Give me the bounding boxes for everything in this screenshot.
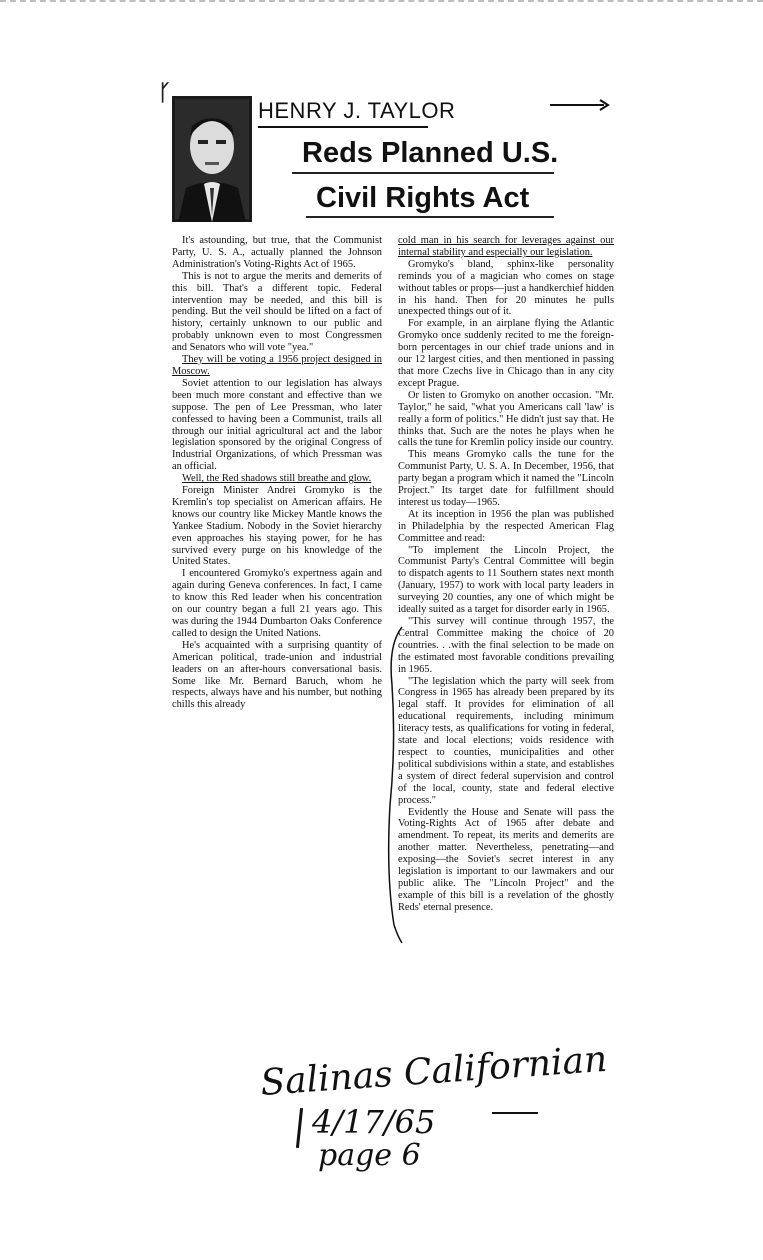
handwritten-date: 4/17/65	[312, 1103, 436, 1141]
author-portrait	[172, 96, 252, 222]
page-top-edge	[0, 0, 763, 2]
paragraph: cold man in his search for leverages against our internal stability and especially our legislation.	[398, 235, 614, 258]
paragraph: It's astounding, but true, that the Communist Party, U. S. A., actually planned the Johnson Administration's Voting-Rights Act of 1965.	[172, 235, 382, 270]
article-column-1	[172, 235, 382, 711]
paragraph: At its inception in 1956 the plan was published in Philadelphia by the respected American Flag Committee and read:	[398, 508, 614, 544]
paragraph: "This survey will continue through 1957, the Central Committee making the choice of 20 countries. . .with the final selection to be made on the estimated most favorable conditions prevailing in 1965.	[398, 616, 614, 675]
clip-mark: ᚴ	[158, 80, 172, 105]
headline-line-1: Reds Planned U.S.	[302, 137, 559, 169]
arrow-mark	[548, 98, 610, 112]
paragraph: He's acquainted with a surprising quantity of American political, trade-union and industrial leaders on an after-hours conversational basis. Some like Mr. Bernard Baruch, whom he respects, always have and his number, but nothing chills this already	[172, 639, 382, 711]
paragraph: They will be voting a 1956 project designed in Moscow.	[172, 354, 382, 377]
byline-rule	[258, 126, 428, 128]
paragraph: This means Gromyko calls the tune for the Communist Party, U. S. A. In December, 1956, that party began a program which it named the "Lincoln Project." Its target date for fulfillment should interest us today—1965.	[398, 449, 614, 508]
headline-underline-1	[292, 172, 554, 174]
paragraph: I encountered Gromyko's expertness again and again during Geneva conferences. In fact, I came to know this Red leader when his concentration on our country began a full 21 years ago. This was during the 1944 Dumbarton Oaks Conference called to design the United Nations.	[172, 568, 382, 639]
handwritten-dash	[492, 1112, 538, 1114]
paragraph: Well, the Red shadows still breathe and glow.	[182, 473, 372, 485]
paragraph: Gromyko's bland, sphinx-like personality reminds you of a magician who comes on stage without tables or props—just a handkerchief hidden in his hand. Then for 20 minutes he pulls unexpected things out of it.	[398, 258, 614, 318]
headline-line-2: Civil Rights Act	[316, 182, 530, 214]
handwritten-source: Salinas Californian	[259, 1038, 609, 1104]
paragraph: "To implement the Lincoln Project, the Communist Party's Central Committee will begin to dispatch agents to 11 Southern states next month (January, 1957) to work with local party leaders in surveying 20 counties, any one of which might be ideally suited as a target for disorder early in 1965.	[398, 544, 614, 616]
paragraph: For example, in an airplane flying the Atlantic Gromyko once suddenly recited to me the foreign-born percentages in our chief trade unions and in our 12 largest cities, and then mentioned in passing that more Czechs live in Chicago than in any city except Prague.	[398, 318, 614, 389]
paragraph: Evidently the House and Senate will pass the Voting-Rights Act of 1965 after debate and amendment. To repeat, its merits and demerits are another matter. Nevertheless, penetrating—and exposing—the Soviet's secret interest in any legislation is important to our lawmakers and our public alike. The "Lincoln Project" and the example of this bill is a revelation of the ghostly Reds' eternal presence.	[398, 806, 614, 913]
margin-bracket-mark	[384, 625, 404, 945]
byline: HENRY J. TAYLOR	[258, 98, 456, 123]
article-column-2	[398, 235, 614, 914]
paragraph: This is not to argue the merits and demerits of this bill. That's a different topic. Federal intervention may be needed, and this bill is pending. But the veil should be lifted on a fact of history, certainly unknown to our public and probably unknown even to most Congressmen and Senators who will vote "yea."	[172, 270, 382, 354]
paragraph: "The legislation which the party will seek from Congress in 1965 has already been prepared by its legal staff. It provides for elimination of all educational requirements, including minimum literacy tests, as qualifications for voting in federal, state and local elections; voids residence with respect to counties, municipalities and other political subdivisions within a state, and establishes a system of direct federal supervision and control of the local, county, state and federal elective process."	[398, 675, 614, 806]
paragraph: Or listen to Gromyko on another occasion. "Mr. Taylor," he said, "what you Americans call 'law' is really a form of politics." He didn't just say that. He thinks that. Such are the notes he plays when he calls the tune for Kremlin policy inside our country.	[398, 389, 614, 449]
handwritten-page: page 6	[318, 1138, 421, 1173]
handwritten-bar	[296, 1108, 303, 1148]
paragraph: Foreign Minister Andrei Gromyko is the Kremlin's top specialist on American affairs. He knows our country like Mickey Mantle knows the Yankee Stadium. Nobody in the Soviet hierarchy even approaches his staying power, for he has survived every purge on his knowledge of the United States.	[172, 485, 382, 568]
headline-underline-2	[306, 216, 554, 218]
paragraph: Soviet attention to our legislation has always been much more constant and effective than we suppose. The pen of Lee Pressman, who later confessed to having been a Communist, trails all through our initial agricultural act and the labor legislation sponsored by the original Congress of Industrial Organizations, of which Pressman was an official.	[172, 377, 382, 473]
